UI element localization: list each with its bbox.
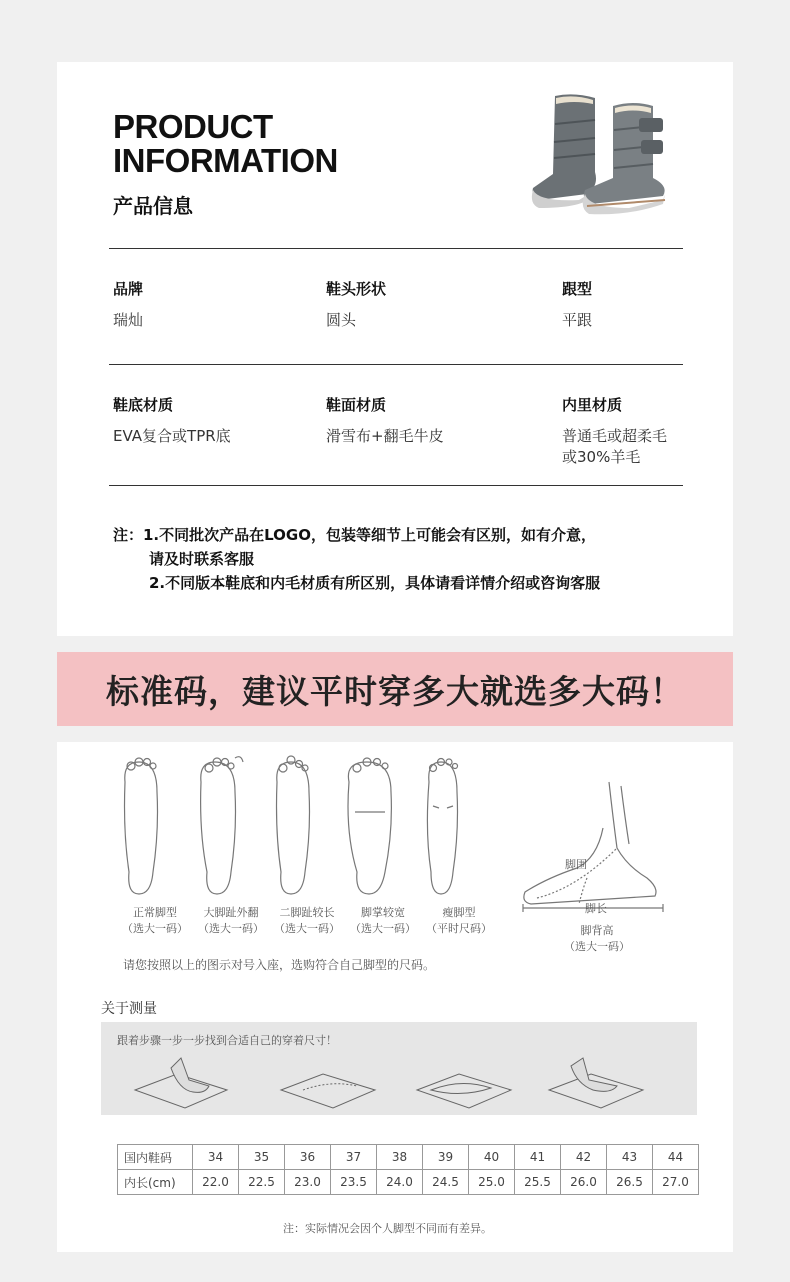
length-cell: 22.5 xyxy=(239,1170,285,1195)
title-line-1: PRODUCT xyxy=(113,108,273,145)
size-cell: 40 xyxy=(469,1145,515,1170)
divider xyxy=(109,485,683,486)
brand-value: 瑞灿 xyxy=(113,311,144,329)
upper-material-label: 鞋面材质 xyxy=(326,396,387,414)
instruction-text: 请您按照以上的图示对号入座，选购符合自己脚型的尺码。 xyxy=(123,958,436,972)
size-guide-card xyxy=(57,742,733,1252)
size-cell: 37 xyxy=(331,1145,377,1170)
size-advice-banner xyxy=(57,652,733,726)
heel-type-value: 平跟 xyxy=(562,311,593,329)
footnote: 注：实际情况会因个人脚型不同而有差异。 xyxy=(283,1222,492,1235)
foot-type-normal: 正常脚型 （选大一码） xyxy=(122,906,188,935)
divider xyxy=(109,364,683,365)
snow-boots-image xyxy=(529,90,679,220)
length-cell: 22.0 xyxy=(193,1170,239,1195)
instep-label: 脚背高 （选大一码） xyxy=(564,924,630,953)
girth-label: 脚围 xyxy=(565,858,587,871)
toe-shape-label: 鞋头形状 xyxy=(326,280,387,298)
size-chart-table xyxy=(117,1144,699,1195)
length-cell: 26.0 xyxy=(561,1170,607,1195)
foot-type-wide: 脚掌较宽 （选大一码） xyxy=(350,906,416,935)
row-header-size: 国内鞋码 xyxy=(118,1145,193,1170)
measure-title: 关于测量 xyxy=(101,1001,157,1017)
note-line-3: 2.不同版本鞋底和内毛材质有所区别，具体请看详情介绍或咨询客服 xyxy=(149,574,601,592)
measurement-steps-illustration xyxy=(131,1050,671,1110)
length-cell: 27.0 xyxy=(653,1170,699,1195)
upper-material-value: 滑雪布+翻毛牛皮 xyxy=(326,427,444,445)
size-cell: 43 xyxy=(607,1145,653,1170)
size-cell: 44 xyxy=(653,1145,699,1170)
length-cell: 24.0 xyxy=(377,1170,423,1195)
length-label: 脚长 xyxy=(585,902,607,915)
length-cell: 24.5 xyxy=(423,1170,469,1195)
table-row xyxy=(118,1145,699,1170)
table-row xyxy=(118,1170,699,1195)
size-cell: 35 xyxy=(239,1145,285,1170)
size-cell: 38 xyxy=(377,1145,423,1170)
measure-subtitle: 跟着步骤一步一步找到合适自己的穿着尺寸！ xyxy=(117,1034,337,1047)
product-info-card xyxy=(57,62,733,636)
foot-type-long-second-toe: 二脚趾较长 （选大一码） xyxy=(274,906,340,935)
foot-type-slim: 瘦脚型 （平时尺码） xyxy=(426,906,492,935)
divider xyxy=(109,248,683,249)
foot-type-bunion: 大脚趾外翻 （选大一码） xyxy=(198,906,264,935)
toe-shape-value: 圆头 xyxy=(326,311,357,329)
lining-material-label: 内里材质 xyxy=(562,396,623,414)
sole-material-label: 鞋底材质 xyxy=(113,396,174,414)
size-cell: 39 xyxy=(423,1145,469,1170)
size-cell: 42 xyxy=(561,1145,607,1170)
size-cell: 41 xyxy=(515,1145,561,1170)
sole-material-value: EVA复合或TPR底 xyxy=(113,427,231,445)
banner-text: 标准码，建议平时穿多大就选多大码！ xyxy=(106,672,684,711)
length-cell: 23.0 xyxy=(285,1170,331,1195)
foot-types-illustration xyxy=(117,752,497,902)
measurement-steps-panel xyxy=(101,1022,697,1115)
length-cell: 25.5 xyxy=(515,1170,561,1195)
size-cell: 34 xyxy=(193,1145,239,1170)
title-line-2: INFORMATION xyxy=(113,142,338,179)
length-cell: 26.5 xyxy=(607,1170,653,1195)
size-cell: 36 xyxy=(285,1145,331,1170)
brand-label: 品牌 xyxy=(113,280,144,298)
note-line-1: 注：1.不同批次产品在LOGO，包装等细节上可能会有区别，如有介意， xyxy=(113,526,596,544)
length-cell: 25.0 xyxy=(469,1170,515,1195)
subtitle-cn: 产品信息 xyxy=(113,194,193,218)
note-line-2: 请及时联系客服 xyxy=(149,550,255,568)
side-foot-illustration xyxy=(517,778,677,914)
row-header-length: 内长(cm) xyxy=(118,1170,193,1195)
page-title xyxy=(113,110,338,178)
heel-type-label: 跟型 xyxy=(562,280,593,298)
lining-material-value: 普通毛或超柔毛 或30%羊毛 xyxy=(562,427,668,466)
length-cell: 23.5 xyxy=(331,1170,377,1195)
